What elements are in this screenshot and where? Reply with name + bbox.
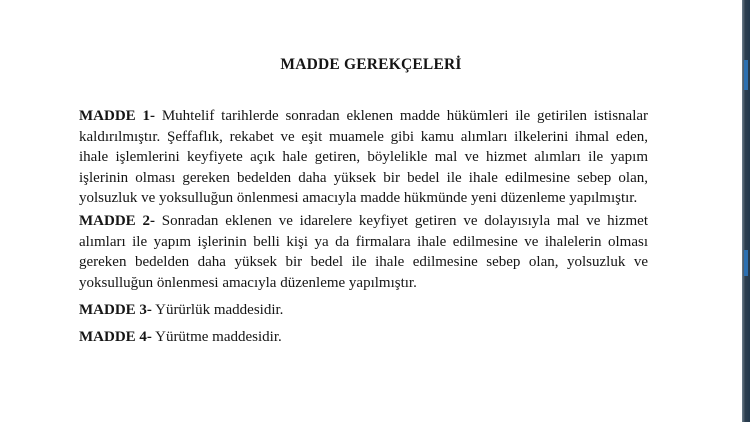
article-1-text: Muhtelif tarihlerde sonradan eklenen madde hükümleri ile getirilen istisnalar kaldırılmıştır. Şeffaflık, rekabet ve eşit muamele gibi kamu alımları ilkelerini ihmal eden, ihale işlemlerini keyfiyete açık hale getiren, böylelikle mal ve hizmet alımları ile yapım işlerinin olması gereken bedelden daha yüksek bir bedel ile ihale edilmesine sebep olan, yolsuzluk ve yoksulluğun önlenmesi amacıyla madde hükmünde yeni düzenleme yapılmıştır. xyxy=(79,108,649,206)
article-4 xyxy=(79,327,648,348)
article-3-text: Yürürlük maddesidir. xyxy=(155,302,284,318)
window-edge xyxy=(742,0,750,422)
document-title: MADDE GEREKÇELERİ xyxy=(280,56,462,73)
edge-accent-top xyxy=(744,60,748,90)
article-4-label: MADDE 4- xyxy=(79,329,152,345)
article-3 xyxy=(79,300,648,321)
article-3-label: MADDE 3- xyxy=(79,302,152,318)
edge-accent-bottom xyxy=(744,250,748,276)
article-1 xyxy=(79,106,648,209)
article-2-text: Sonradan eklenen ve idarelere keyfiyet getiren ve dolayısıyla mal ve hizmet alımları ile yapım işlerinin belli kişi ya da firmalara ihale edilmesine ve ihalelerin olması gereken bedelden daha yüksek bir bedel ile ihale edilmesine sebep olan, yolsuzluk ve yoksulluğun önlenmesi amacıyla düzenleme yapılmıştır. xyxy=(79,213,649,291)
article-4-text: Yürütme maddesidir. xyxy=(155,329,282,345)
article-1-label: MADDE 1- xyxy=(79,108,155,124)
article-2-label: MADDE 2- xyxy=(79,213,155,229)
article-2 xyxy=(79,211,648,293)
